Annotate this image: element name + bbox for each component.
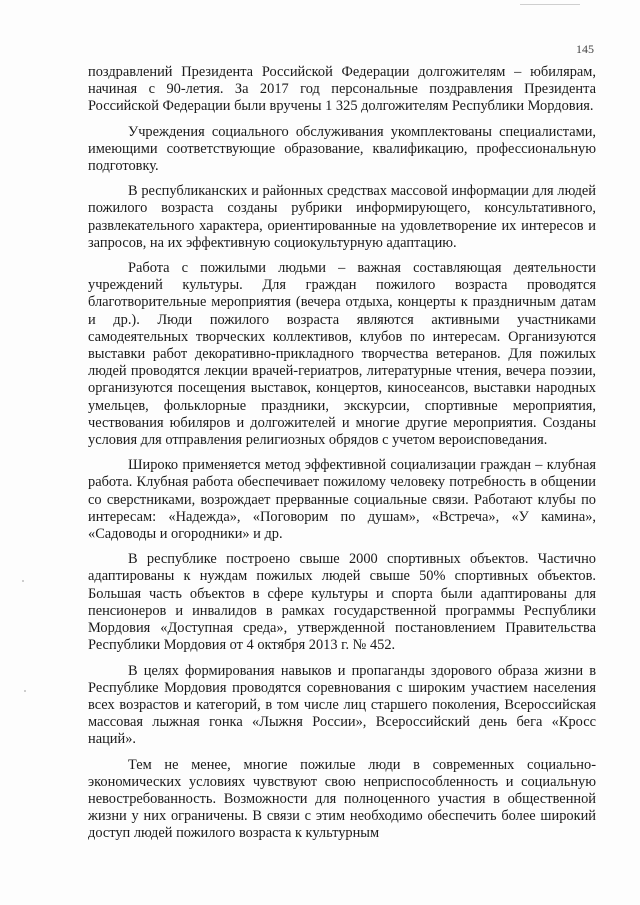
paragraph: В республике построено свыше 2000 спортивных объектов. Частично адаптированы к нуждам пожилых людей свыше 50% спортивных объектов. Большая часть объектов в сфере культуры и спорта были адаптированы для пенсионеров и инвалидов в рамках государственной программы Республики Мордовия «Доступная среда», утвержденной постановлением Правительства Республики Мордовия от 4 октября 2013 г. № 452. [88, 551, 596, 654]
paragraph: Учреждения социального обслуживания укомплектованы специалистами, имеющими соответствующие образование, квалификацию, профессиональную подготовку. [88, 123, 596, 175]
scan-artifact-dot [22, 580, 24, 582]
page-number: 145 [576, 42, 594, 56]
paragraph: В целях формирования навыков и пропаганды здорового образа жизни в Республике Мордовия проводятся соревнования с широким участием населения всех возрастов и категорий, в том числе лиц старшего поколения, Всероссийская массовая лыжная гонка «Лыжня России», Всероссийский день бега «Кросс наций». [88, 662, 596, 748]
paragraph: Широко применяется метод эффективной социализации граждан – клубная работа. Клубная работа обеспечивает пожилому человеку потребность в общении со сверстниками, возрождает прерванные социальные связи. Работают клубы по интересам: «Надежда», «Поговорим по душам», «Встреча», «У камина», «Садоводы и огородники» и др. [88, 457, 596, 543]
paragraph: Тем не менее, многие пожилые люди в современных социально-экономических условиях чувствуют свою неприспособленность и социальную невостребованность. Возможности для полноценного участия в общественной жизни у них ограничены. В связи с этим необходимо обеспечить более широкий доступ людей пожилого возраста к культурным [88, 756, 596, 842]
paragraph-continuation: поздравлений Президента Российской Федерации долгожителям – юбилярам, начиная с 90-летия. За 2017 год персональные поздравления Президента Российской Федерации были вручены 1 325 долгожителям Республики Мордовия. [88, 64, 596, 115]
paragraph: В республиканских и районных средствах массовой информации для людей пожилого возраста созданы рубрики информирующего, консультативного, развлекательного характера, ориентированные на удовлетворение их интересов и запросов, на их эффективную социокультурную адаптацию. [88, 183, 596, 251]
scan-artifact-dot [24, 690, 26, 692]
document-body [88, 64, 596, 843]
paragraph: Работа с пожилыми людьми – важная составляющая деятельности учреждений культуры. Для граждан пожилого возраста проводятся благотворительные мероприятия (вечера отдыха, концерты к праздничным датам и др.). Люди пожилого возраста являются активными участниками самодеятельных творческих коллективов, клубов по интересам. Организуются выставки работ декоративно-прикладного творчества ветеранов. Для пожилых людей проводятся лекции врачей-гериатров, литературные чтения, вечера поэзии, организуются посещения выставок, концертов, киносеансов, выставки народных умельцев, фольклорные праздники, экскурсии, спортивные мероприятия, чествования юбиляров и долгожителей и многие другие мероприятия. Созданы условия для отправления религиозных обрядов с учетом вероисповедания. [88, 260, 596, 449]
scan-artifact-line [520, 4, 580, 5]
